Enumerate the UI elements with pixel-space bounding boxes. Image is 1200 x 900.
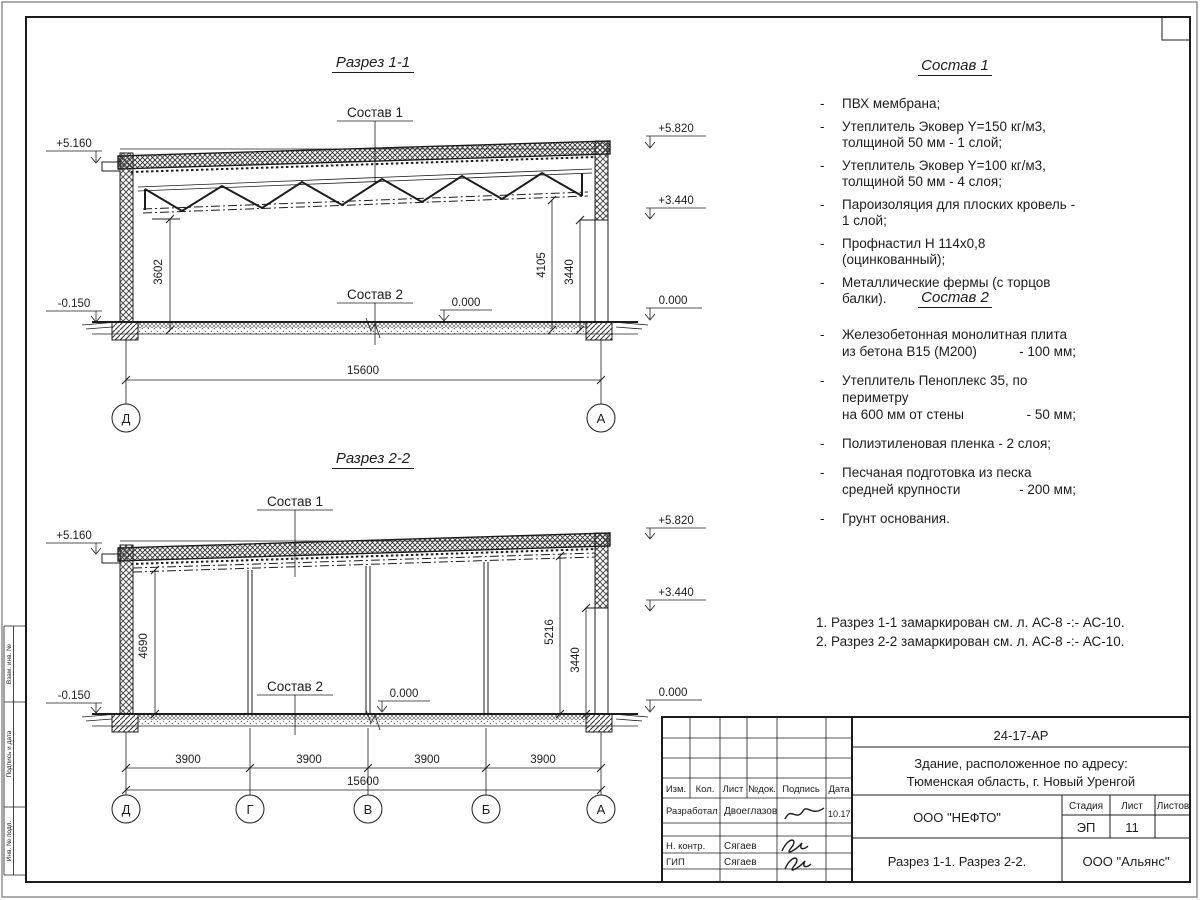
tb-stage-label: Стадия — [1068, 801, 1104, 812]
tb-sheet-name: Разрез 1-1. Разрез 2-2. — [887, 854, 1027, 869]
wall-right-upper — [595, 141, 608, 220]
bullet-dash: - — [820, 119, 825, 134]
tb-org: ООО "Альянс" — [1082, 854, 1170, 869]
s2-elev-left-top: +5.160 — [56, 530, 92, 542]
s2-axis-d: Д — [121, 802, 131, 817]
s2-elev-floor-zero: 0.000 — [389, 688, 419, 700]
bullet-dash: - — [820, 158, 825, 173]
list-item: - Пароизоляция для плоских кровель - 1 слой; — [820, 197, 1076, 228]
s1-elev-left-bottom: -0.150 — [57, 298, 91, 310]
s2-dim-bay-4: 3900 — [530, 754, 556, 766]
s2-elev-right-mid: +3.440 — [658, 587, 694, 599]
s2-axis-b: Б — [481, 802, 491, 817]
s2-elev-right-top: +5.820 — [658, 515, 694, 527]
tb-object-line1: Здание, расположенное по адресу: — [914, 756, 1128, 771]
wall-left — [120, 545, 133, 714]
s2-dim-bay-3: 3900 — [414, 754, 440, 766]
note-line: 2. Разрез 2-2 замаркирован см. л. АС-8 -:- АС-10. — [816, 634, 1125, 649]
wall-left — [120, 153, 133, 322]
tb-ncontr-name: Сягаев — [724, 841, 757, 852]
s1-elev-right-zero: 0.000 — [658, 295, 688, 307]
section-2-2-structure — [82, 533, 648, 732]
tb-stage-value: ЭП — [1076, 820, 1096, 835]
bullet-dash: - — [820, 96, 825, 111]
bullet-dash: - — [820, 327, 825, 342]
stamp-podpis-data-label: Подпись и дата — [6, 730, 13, 778]
composition-2-header: Состав 2 — [855, 289, 1055, 306]
s1-comp1-label: Состав 1 — [347, 105, 403, 120]
s1-elev-left-top: +5.160 — [56, 138, 92, 150]
corner-doc-box — [1162, 17, 1190, 40]
tb-developed-name: Двоеглазов — [724, 806, 778, 817]
s2-comp1-label: Состав 1 — [267, 494, 323, 509]
tb-sheet-label: Лист — [1121, 801, 1143, 812]
tb-col-izm: Изм. — [665, 784, 687, 795]
signature-ncontr — [782, 840, 808, 852]
s2-axis-a: А — [596, 802, 606, 817]
composition-1-header: Состав 1 — [855, 57, 1055, 74]
tb-sheets-label: Листов — [1156, 801, 1190, 812]
wall-right-lower — [595, 608, 608, 714]
list-item: - Грунт основания. — [820, 511, 950, 526]
tb-ncontr-label: Н. контр. — [666, 841, 706, 852]
s1-elev-right-top: +5.820 — [658, 123, 694, 135]
bullet-dash: - — [820, 197, 825, 212]
tb-sheet-number: 11 — [1125, 820, 1139, 835]
side-stamp — [4, 626, 26, 875]
s1-dim-3440: 3440 — [564, 259, 576, 285]
s1-dim-4105: 4105 — [536, 252, 548, 278]
tb-developed-date: 10.17 — [828, 809, 851, 819]
s2-dim-bay-2: 3900 — [296, 754, 322, 766]
s2-comp2-label: Состав 2 — [267, 679, 323, 694]
list-item: - Песчаная подготовка из песка средней крупности - 200 мм; — [820, 465, 1076, 497]
s1-axis-d: Д — [121, 411, 131, 426]
s2-dim-bay-1: 3900 — [175, 754, 201, 766]
tb-col-kol: Кол. — [695, 784, 715, 795]
tb-client: ООО "НЕФТО" — [913, 810, 1001, 825]
list-item: - Утеплитель Эковер Y=100 кг/м3, толщиной 50 мм - 4 слоя; — [820, 158, 1046, 189]
tb-col-doc: №док. — [748, 784, 776, 795]
signature-developed — [785, 808, 824, 819]
bullet-dash: - — [820, 511, 825, 526]
composition-2-list — [820, 326, 1078, 539]
notes — [816, 613, 1196, 651]
s2-dim-4690: 4690 — [138, 633, 150, 659]
composition-1-list — [820, 96, 1078, 314]
list-item: - Профнастил Н 114х0,8 (оцинкованный); — [820, 236, 986, 267]
s1-dim-3602: 3602 — [153, 259, 165, 285]
note-line: 1. Разрез 1-1 замаркирован см. л. АС-8 -:- АС-10. — [816, 615, 1125, 630]
s2-dim-3440: 3440 — [570, 647, 582, 673]
section-1-title: Разрез 1-1 — [270, 54, 476, 71]
list-item: - Железобетонная монолитная плита из бетона В15 (М200) - 100 мм; — [820, 327, 1076, 359]
section-2-title: Разрез 2-2 — [270, 450, 476, 467]
s1-elev-right-mid: +3.440 — [658, 195, 694, 207]
signatures — [782, 808, 824, 870]
list-item: - Металлические фермы (с торцов балки). — [820, 275, 1051, 306]
bullet-dash: - — [820, 436, 825, 451]
list-item: - Полиэтиленовая пленка - 2 слоя; — [820, 436, 1052, 451]
s2-axis-g: Г — [246, 802, 254, 817]
s2-axis-v: В — [363, 802, 373, 817]
stamp-inv-podl-label: Инв. № подл. — [6, 820, 13, 862]
tb-developed-label: Разработал — [666, 806, 718, 817]
tb-gip-label: ГИП — [666, 857, 685, 868]
title-block — [662, 717, 1190, 882]
list-item: - Утеплитель Эковер Y=150 кг/м3, толщиной 50 мм - 1 слой; — [820, 119, 1046, 150]
stamp-vzam-inv-label: Взам. инв. № — [6, 643, 13, 685]
s2-elev-right-zero: 0.000 — [658, 687, 688, 699]
list-item: - Утеплитель Пеноплекс 35, по периметру на 600 мм от стены - 50 мм; — [820, 373, 1076, 422]
tb-doc-code: 24-17-АР — [993, 728, 1049, 743]
signature-gip — [785, 858, 811, 870]
wall-right-upper — [595, 533, 608, 608]
wall-right-lower — [595, 220, 608, 322]
bullet-dash: - — [820, 465, 825, 480]
s1-comp2-label: Состав 2 — [347, 287, 403, 302]
bullet-dash: - — [820, 373, 825, 388]
truss-zigzag — [145, 173, 582, 211]
bullet-dash: - — [820, 236, 825, 251]
list-item: - ПВХ мембрана; — [820, 96, 941, 111]
s1-elev-floor-zero: 0.000 — [451, 297, 481, 309]
s2-elev-left-bottom: -0.150 — [57, 690, 91, 702]
s1-dim-span: 15600 — [347, 365, 379, 377]
tb-col-list: Лист — [722, 784, 744, 795]
tb-gip-name: Сягаев — [724, 857, 757, 868]
s1-axis-a: А — [596, 411, 606, 426]
s2-dim-span: 15600 — [347, 776, 379, 788]
tb-col-date: Дата — [828, 784, 850, 795]
tb-col-sign: Подпись — [782, 784, 820, 795]
section-1-1-structure — [82, 141, 648, 340]
bullet-dash: - — [820, 275, 825, 290]
s2-dim-5216: 5216 — [544, 619, 556, 645]
tb-object-line2: Тюменская область, г. Новый Уренгой — [906, 774, 1136, 789]
